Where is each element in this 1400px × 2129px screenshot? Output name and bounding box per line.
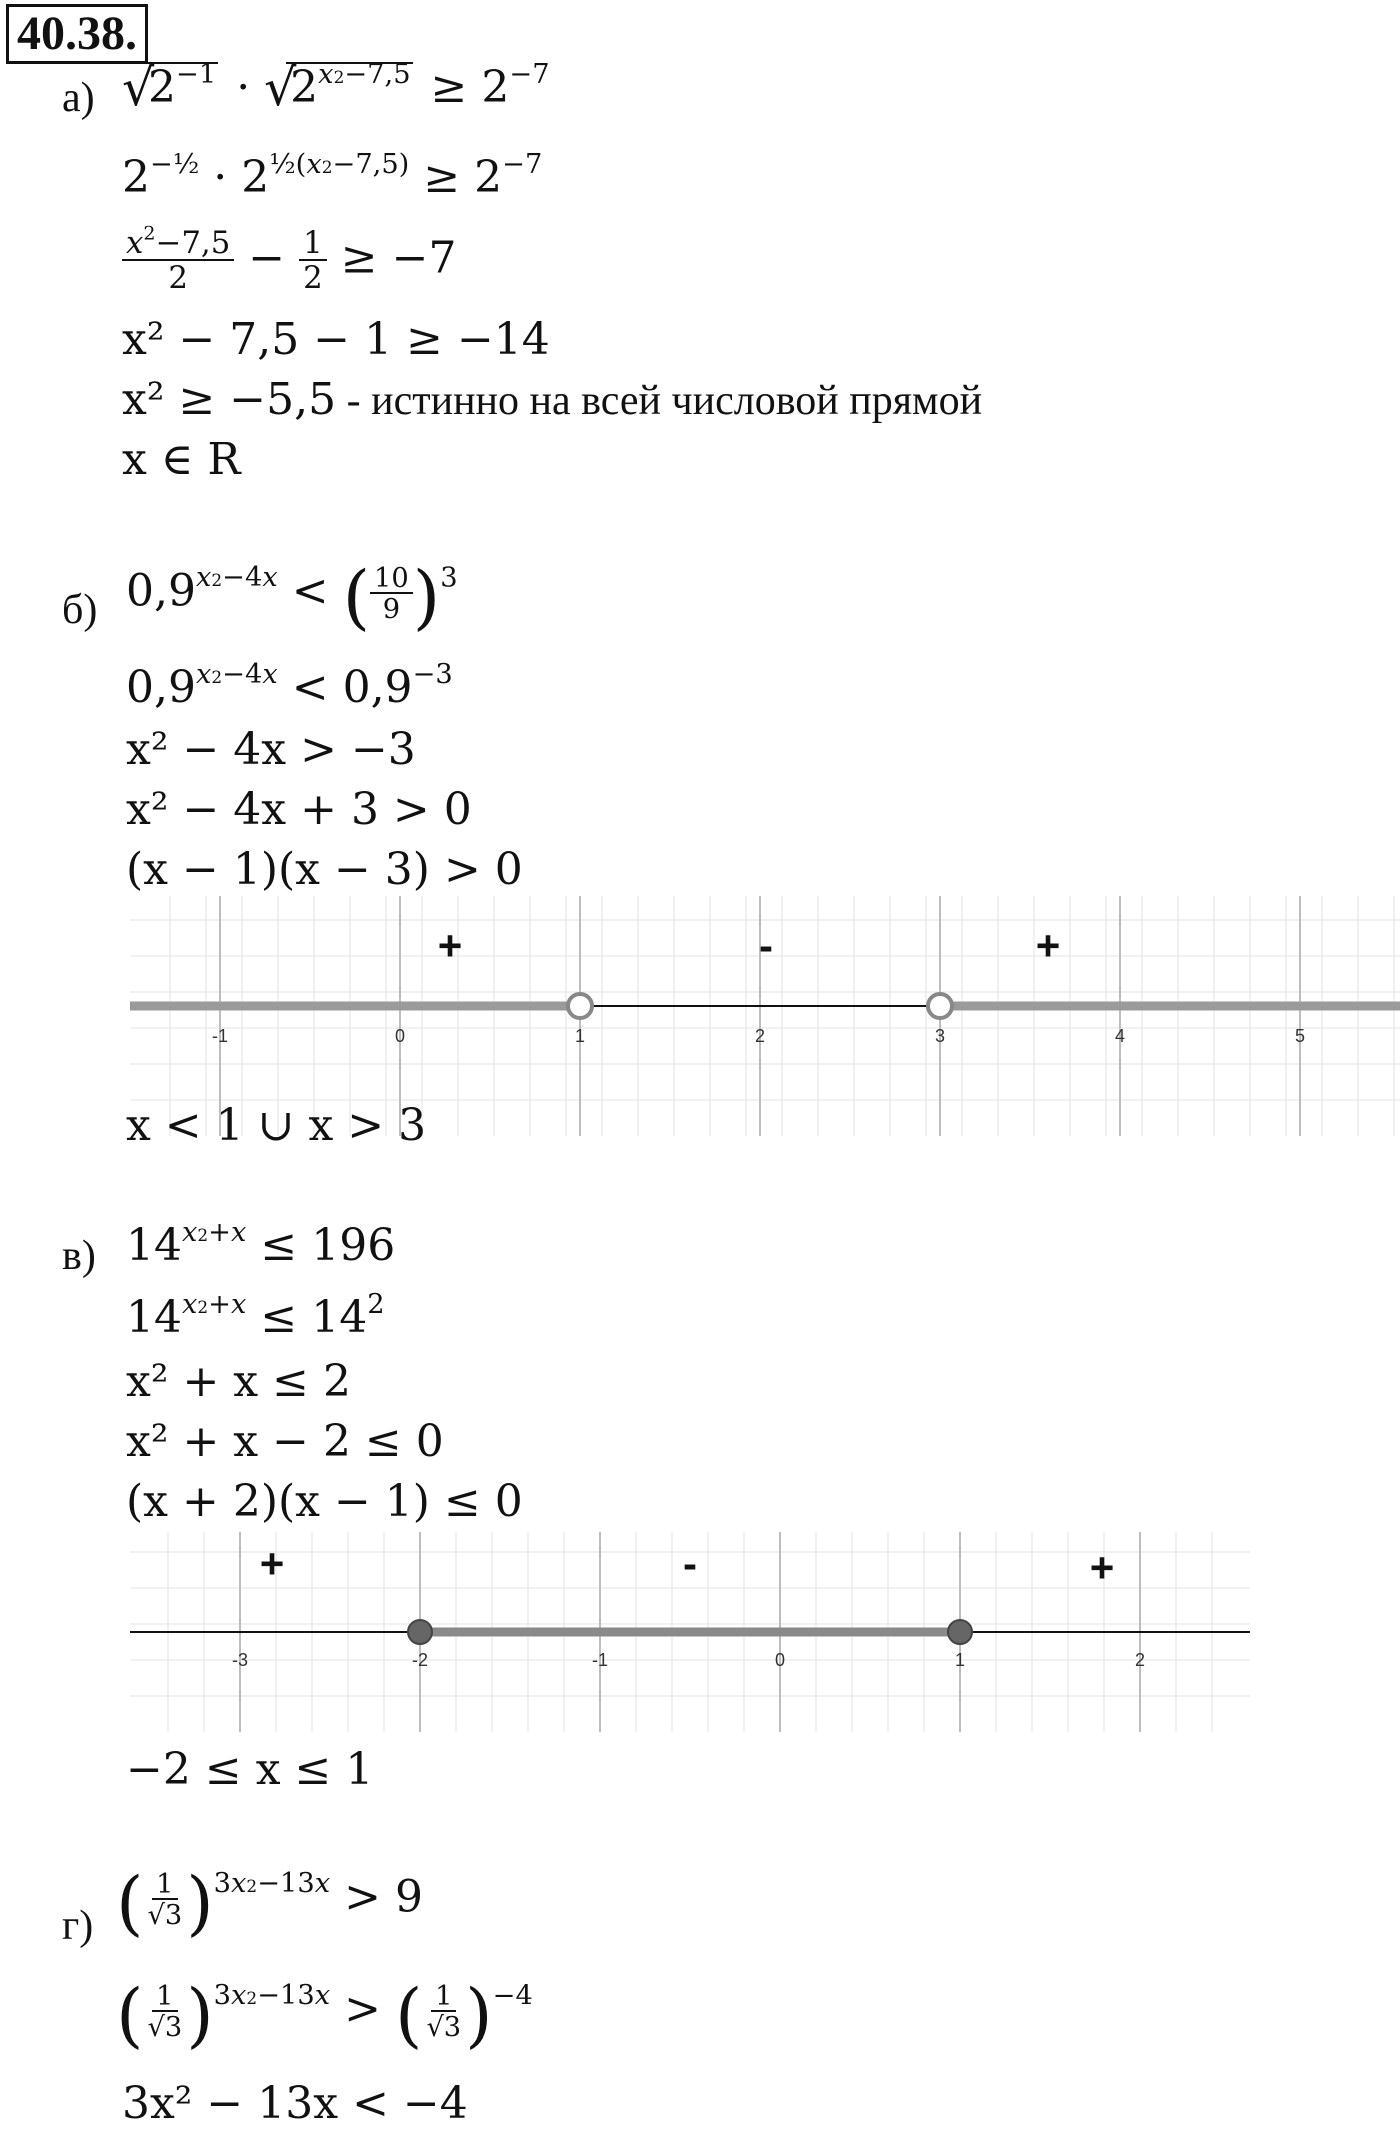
problem-number: 40.38.: [6, 4, 148, 64]
open-point-1: [568, 994, 592, 1018]
part-a-label: а): [62, 75, 95, 121]
part-v-label: в): [62, 1233, 96, 1279]
part-g-label: г): [62, 1903, 94, 1949]
sign-plus: +: [259, 1540, 285, 1587]
closed-point-minus-2: [408, 1620, 432, 1644]
part-a-line-6: x ∈ R: [122, 434, 241, 485]
part-a-line-1: √ $2^{-1}$ · √ $2^{x2-7,5} \ge 2^{-7}$: [122, 58, 550, 118]
part-b-line-4: x² − 4x + 3 > 0: [126, 784, 472, 835]
tick-label: -3: [231, 1650, 249, 1670]
tick-label: 2: [1134, 1650, 1146, 1670]
sign-minus: -: [759, 922, 773, 969]
part-b-line-5: (x − 1)(x − 3) > 0: [126, 844, 523, 895]
closed-point-1: [948, 1620, 972, 1644]
part-v-line-3: x² + x ≤ 2: [126, 1356, 351, 1407]
tick-label: 0: [394, 1026, 406, 1046]
part-a-line-5: [122, 374, 983, 425]
part-g-line-1: ( $\frac{1}{√3}$ )$^{3x2-13x}$ > 9: [116, 1862, 423, 1944]
tick-label: 1: [954, 1650, 966, 1670]
part-a-line-5-math: x² ≥ −5,5: [122, 374, 337, 425]
number-line-v: [130, 1532, 1250, 1732]
sign-minus: -: [683, 1540, 697, 1587]
tick-label: -2: [411, 1650, 429, 1670]
tick-label: -1: [591, 1650, 609, 1670]
part-a-line-3: $\frac{x^2-7,5}{2}$ − $\frac{1}{2}$ ≥ −7: [122, 228, 456, 294]
part-b-label: б): [62, 587, 98, 633]
tick-label: 1: [574, 1026, 586, 1046]
tick-label: 5: [1294, 1026, 1306, 1046]
part-v-line-2: $14^{x2+x} \le 14^2$: [126, 1288, 385, 1343]
part-g-line-3: 3x² − 13x < −4: [122, 2078, 468, 2129]
sign-plus: +: [1035, 922, 1061, 969]
sign-plus: +: [1089, 1544, 1115, 1591]
part-g-line-2: ( $\frac{1}{√3}$ )$^{3x2-13x}$ > ( $\frac{1}{√3}$ )$^{-4}$: [116, 1974, 533, 2056]
part-a-line-5-text: - истинно на всей числовой прямой: [336, 378, 983, 424]
tick-label: 3: [934, 1026, 946, 1046]
part-v-line-1: $14^{x2+x} \le 196$: [126, 1216, 396, 1271]
part-v-line-5: (x + 2)(x − 1) ≤ 0: [126, 1476, 523, 1527]
tick-label: 2: [754, 1026, 766, 1046]
sign-plus: +: [437, 922, 463, 969]
part-b-line-3: x² − 4x > −3: [126, 724, 416, 775]
open-point-3: [928, 994, 952, 1018]
part-b-line-2: $0,9^{x2-4x} < 0,9^{-3}$: [126, 658, 453, 713]
part-v-line-4: x² + x − 2 ≤ 0: [126, 1416, 444, 1467]
tick-label: 0: [774, 1650, 786, 1670]
tick-label: 4: [1114, 1026, 1126, 1046]
part-a-line-2: $2^{-\frac{1}{2}} \cdot 2^{\frac{1}{2}(x2-7,5)} \ge 2^{-7}$: [122, 148, 543, 203]
tick-label: -1: [211, 1026, 229, 1046]
part-a-line-4: x² − 7,5 − 1 ≥ −14: [122, 314, 550, 365]
part-b-answer: x < 1 ∪ x > 3: [126, 1100, 427, 1151]
part-v-answer: −2 ≤ x ≤ 1: [126, 1744, 374, 1795]
part-b-line-1: $0,9^{x2-4x}$ < ( $\frac{10}{9}$ )$^3$: [126, 556, 458, 638]
